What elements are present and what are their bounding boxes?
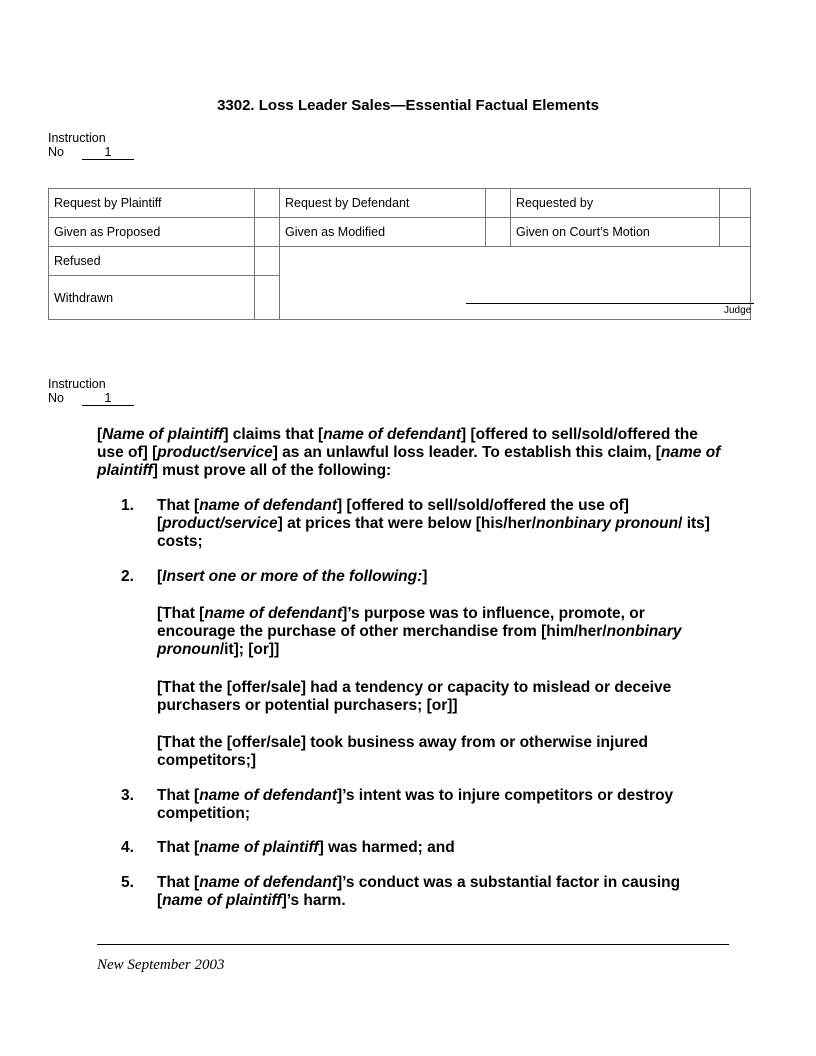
list-item <box>157 839 717 857</box>
list-number: 4. <box>121 839 134 856</box>
list-item <box>157 679 717 715</box>
placeholder-text: nonbinary pronoun <box>157 623 682 658</box>
given-as-modified-label: Given as Modified <box>280 218 486 247</box>
text-run: ] at prices that were below [his/her/ <box>277 515 537 532</box>
text-run: ] [offered to sell/sold/offered the use of] [ <box>157 497 629 532</box>
judge-label: Judge <box>724 305 752 316</box>
instruction-number-bottom <box>48 377 134 406</box>
footer-date: New September 2003 <box>97 957 225 973</box>
list-number: 1. <box>121 497 134 514</box>
instruction-number: 1 <box>82 146 134 160</box>
given-as-modified-box[interactable] <box>486 218 511 247</box>
text-run: That [ <box>157 497 200 514</box>
placeholder-text: product/service <box>162 515 278 532</box>
text-run: ] as an unlawful loss leader. To establish this claim, [ <box>272 444 661 461</box>
text-run: ]’s purpose was to influence, promote, or encourage the purchase of other merchandise from [him/her/ <box>157 605 645 640</box>
text-run: ] claims that [ <box>223 426 324 443</box>
text-run: That [ <box>157 874 200 891</box>
placeholder-text: product/service <box>157 444 273 461</box>
list-item <box>157 497 717 551</box>
list-item <box>157 787 717 823</box>
instruction-number: 1 <box>82 392 134 406</box>
list-number: 3. <box>121 787 134 804</box>
footer-divider <box>97 944 729 945</box>
given-as-proposed-label: Given as Proposed <box>49 218 255 247</box>
placeholder-text: Insert one or more of the following: <box>162 568 423 585</box>
text-run: ]’s harm. <box>281 892 346 909</box>
request-table <box>48 188 751 320</box>
placeholder-text: name of plaintiff <box>97 444 721 479</box>
placeholder-text: name of defendant <box>199 787 337 804</box>
withdrawn-box[interactable] <box>255 276 280 320</box>
placeholder-text: name of defendant <box>323 426 462 443</box>
text-run: ] <box>422 568 428 585</box>
text-run: That [ <box>157 787 200 804</box>
no-label: No <box>48 145 64 159</box>
withdrawn-label: Withdrawn <box>49 276 255 320</box>
text-run: ]’s conduct was a substantial factor in causing [ <box>157 874 681 909</box>
text-run: That [ <box>157 839 200 856</box>
list-number: 2. <box>121 568 134 585</box>
request-by-plaintiff-label: Request by Plaintiff <box>49 189 255 218</box>
placeholder-text: name of defendant <box>204 605 343 622</box>
text-run: ] was harmed; and <box>318 839 455 856</box>
given-on-courts-motion-label: Given on Court’s Motion <box>511 218 720 247</box>
list-item <box>157 605 717 659</box>
request-by-defendant-box[interactable] <box>486 189 511 218</box>
no-label: No <box>48 391 64 405</box>
refused-box[interactable] <box>255 247 280 276</box>
text-run: /it]; [or]] <box>219 641 280 658</box>
text-run: ] [offered to sell/sold/offered the use of] [ <box>97 426 698 461</box>
instruction-number-top <box>48 131 134 160</box>
intro-paragraph <box>97 426 727 480</box>
placeholder-text: nonbinary pronoun <box>536 515 679 532</box>
instruction-label: Instruction <box>48 377 106 391</box>
list-number: 5. <box>121 874 134 891</box>
given-on-courts-motion-box[interactable] <box>720 218 751 247</box>
list-item <box>157 874 717 910</box>
request-by-plaintiff-box[interactable] <box>255 189 280 218</box>
placeholder-text: name of defendant <box>199 497 337 514</box>
list-item <box>157 734 717 770</box>
requested-by-label: Requested by <box>511 189 720 218</box>
text-run: / its] costs; <box>157 515 710 550</box>
list-item <box>157 568 717 586</box>
text-run: ] must prove all of the following: <box>152 462 392 479</box>
text-run: ]’s intent was to injure competitors or destroy competition; <box>157 787 674 822</box>
text-run: [ <box>97 426 103 443</box>
placeholder-text: name of plaintiff <box>199 839 319 856</box>
requested-by-box[interactable] <box>720 189 751 218</box>
judge-signature-line <box>466 303 754 304</box>
placeholder-text: Name of plaintiff <box>102 426 224 443</box>
page-title: 3302. Loss Leader Sales—Essential Factual Elements <box>217 97 599 114</box>
placeholder-text: name of defendant <box>199 874 337 891</box>
given-as-proposed-box[interactable] <box>255 218 280 247</box>
text-run: [That [ <box>157 605 205 622</box>
text-run: [That the [offer/sale] had a tendency or capacity to mislead or deceive purchasers or potential purchasers; [or]] <box>157 679 672 714</box>
judge-signature-area <box>280 247 751 320</box>
instruction-label: Instruction <box>48 131 106 145</box>
refused-label: Refused <box>49 247 255 276</box>
text-run: [ <box>157 568 163 585</box>
text-run: [That the [offer/sale] took business away from or otherwise injured competitors;] <box>157 734 648 769</box>
request-by-defendant-label: Request by Defendant <box>280 189 486 218</box>
placeholder-text: name of plaintiff <box>162 892 282 909</box>
